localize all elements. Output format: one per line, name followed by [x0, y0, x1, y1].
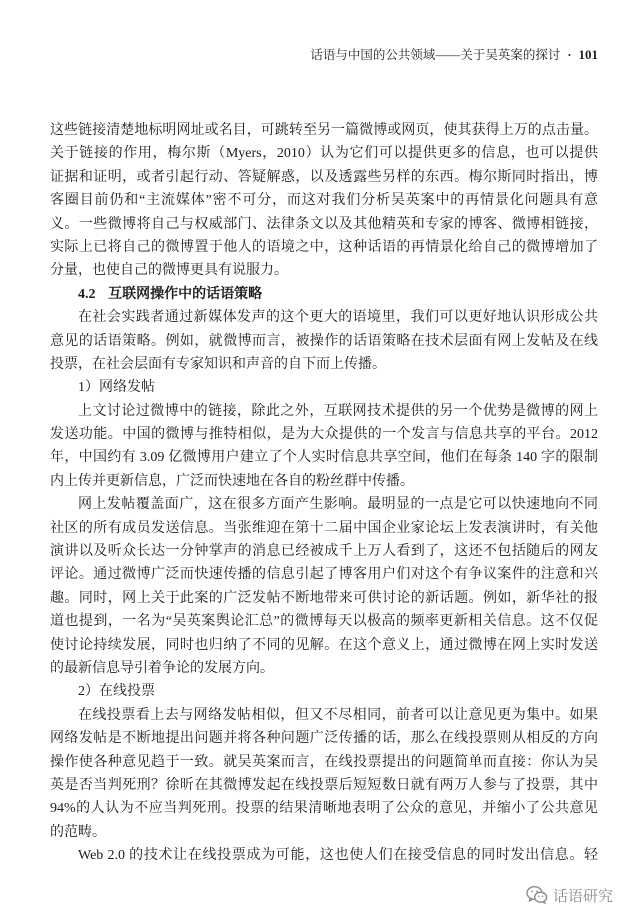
paragraph — [50, 306, 598, 376]
text-line: 分量，也使自己的微博更具有说服力。 — [50, 263, 288, 279]
text-line: 实际上已将自己的微博置于他人的语境之中，这种话语的再情景化给自己的微博增加了 — [50, 239, 598, 255]
running-header — [310, 46, 598, 64]
text-line: 上文讨论过微博中的链接，除此之外，互联网技术提供的另一个优势是微博的网上 — [78, 403, 598, 419]
text-line: 意见的话语策略。例如，就微博而言，被操作的话语策略在技术层面有网上发帖及在线 — [50, 333, 598, 349]
text-line: 评论。通过微博广泛而快速传播的信息引起了博客用户们对这个有争议案件的注意和兴 — [50, 567, 598, 583]
text-line: 网络发帖是不断地提出问题并将各种问题广泛传播的话，那么在线投票则从相反的方向 — [50, 731, 598, 747]
text-line: 证据和证明，或者引起行动、答疑解惑，以及透露些另样的东西。梅尔斯同时指出，博 — [50, 169, 598, 185]
text-line: 关于链接的作用，梅尔斯（Myers，2010）认为它们可以提供更多的信息，也可以提供 — [50, 146, 598, 162]
body-text — [50, 119, 598, 868]
text-line: 网上发帖覆盖面广，这在很多方面产生影响。最明显的一点是它可以快速地向不同 — [78, 497, 598, 513]
text-line: 演讲以及听众长达一分钟掌声的消息已经被成千上万人看到了，这还不包括随后的网友 — [50, 544, 598, 560]
section-number: 4.2 — [78, 286, 96, 302]
paragraph — [50, 704, 598, 844]
text-line: 客圈目前仍和“主流媒体”密不可分，而这对我们分析吴英案中的再情景化问题具有意 — [50, 193, 598, 209]
section-heading — [50, 283, 598, 306]
text-line: 趣。同时，网上关于此案的广泛发帖不断地带来可供讨论的新话题。例如，新华社的报 — [50, 590, 598, 606]
wechat-icon — [526, 885, 548, 905]
subsection-heading: 2）在线投票 — [78, 684, 155, 700]
text-line: 发送功能。中国的微博与推特相似，是为大众提供的一个发言与信息共享的平台。2012 — [50, 427, 598, 443]
text-line: 英是否当判死刑？徐昕在其微博发起在线投票后短短数日就有两万人参与了投票，其中 — [50, 777, 598, 793]
watermark — [526, 884, 613, 908]
text-line: 义。一些微博将自己与权威部门、法律条文以及其他精英和专家的博客、微博相链接， — [50, 216, 598, 232]
paragraph — [50, 493, 598, 680]
paragraph — [50, 400, 598, 494]
text-line: 在线投票看上去与网络发帖相似，但又不尽相同，前者可以让意见更为集中。如果 — [78, 707, 598, 723]
text-line: 的最新信息导引着争论的发展方向。 — [50, 660, 274, 676]
text-line: 的范畴。 — [50, 824, 106, 840]
paragraph — [50, 844, 598, 867]
text-line: 在社会实践者通过新媒体发声的这个更大的语境里，我们可以更好地认识形成公共 — [78, 310, 598, 326]
text-line: 这些链接清楚地标明网址或名目，可跳转至另一篇微博或网页，使其获得上万的点击量。 — [50, 123, 598, 138]
text-line: 年，中国约有 3.09 亿微博用户建立了个人实时信息共享空间，他们在每条 140 字的限制 — [50, 450, 598, 466]
text-line: 投票，在社会层面有专家知识和声音的自下而上传播。 — [50, 356, 386, 372]
section-title: 互联网操作中的话语策略 — [108, 286, 263, 302]
running-header-separator: · — [567, 48, 572, 62]
watermark-text: 话语研究 — [553, 887, 614, 905]
text-line: 道也提到，一名为“吴英案舆论汇总”的微博每天以极高的频率更新相关信息。这不仅促 — [50, 614, 598, 630]
page-number: 101 — [578, 47, 598, 62]
text-line: Web 2.0 的技术让在线投票成为可能，这也使人们在接受信息的同时发出信息。轻 — [78, 848, 598, 864]
text-line: 内上传并更新信息，广泛而快速地在各自的粉丝群中传播。 — [50, 473, 414, 489]
text-line: 操作使各种意见趋于一致。就吴英案而言，在线投票提出的问题简单而直接：你认为吴 — [50, 754, 598, 770]
subsection-heading: 1）网络发帖 — [78, 380, 155, 396]
text-line: 使讨论持续发展，同时也归纳了不同的见解。在这个意义上，通过微博在网上实时发送 — [50, 637, 598, 653]
running-header-title: 话语与中国的公共领域——关于吴英案的探讨 — [310, 48, 561, 62]
text-line: 社区的所有成员发送信息。当张维迎在第十二届中国企业家论坛上发表演讲时，有关他 — [50, 520, 598, 536]
paragraph — [50, 119, 598, 283]
text-line: 94%的人认为不应当判死刑。投票的结果清晰地表明了公众的意见，并缩小了公共意见 — [50, 801, 598, 817]
